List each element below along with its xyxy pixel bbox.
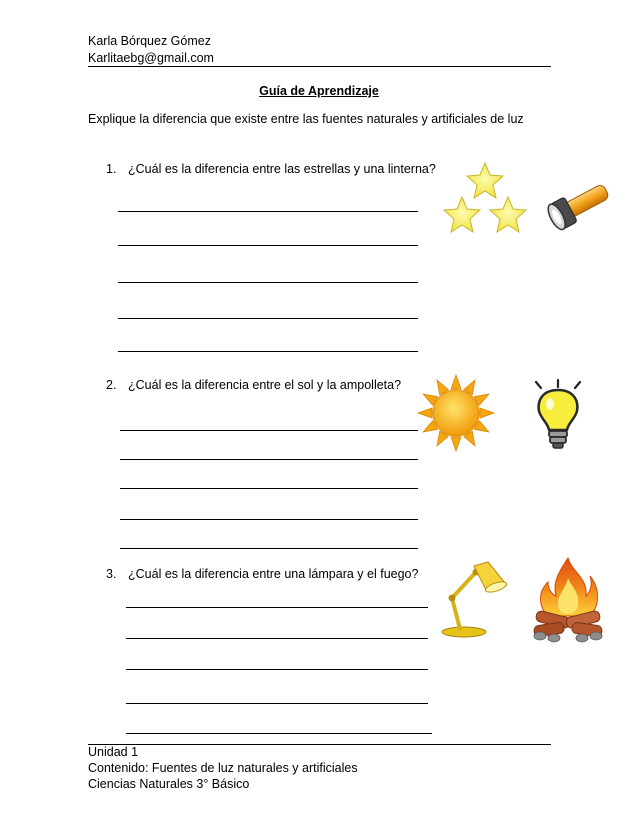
- answer-line[interactable]: [120, 548, 418, 549]
- author-name: Karla Bórquez Gómez: [88, 34, 211, 48]
- question-3-text: ¿Cuál es la diferencia entre una lámpara y el fuego?: [128, 567, 419, 581]
- answer-line[interactable]: [118, 282, 418, 283]
- instruction-text: Explique la diferencia que existe entre las fuentes naturales y artificiales de luz: [88, 112, 524, 126]
- header-divider: [88, 66, 551, 67]
- question-3-number: 3.: [106, 567, 117, 581]
- answer-line[interactable]: [126, 607, 428, 608]
- lightbulb-icon: [528, 378, 588, 454]
- author-email: Karlitaebg@gmail.com: [88, 51, 214, 65]
- footer-unit: Unidad 1: [88, 745, 139, 759]
- answer-line[interactable]: [126, 638, 428, 639]
- desk-lamp-icon: [430, 558, 510, 640]
- answer-line[interactable]: [118, 245, 418, 246]
- answer-line[interactable]: [120, 519, 418, 520]
- page-title: Guía de Aprendizaje: [259, 84, 379, 98]
- stars-icon: [440, 162, 530, 242]
- answer-line[interactable]: [126, 669, 428, 670]
- question-1-text: ¿Cuál es la diferencia entre las estrellas y una linterna?: [128, 162, 436, 176]
- question-2-text: ¿Cuál es la diferencia entre el sol y la ampolleta?: [128, 378, 402, 392]
- answer-line[interactable]: [118, 318, 418, 319]
- question-1-number: 1.: [106, 162, 117, 176]
- footer-subject: Ciencias Naturales 3° Básico: [88, 777, 250, 791]
- answer-line[interactable]: [118, 351, 418, 352]
- campfire-icon: [530, 556, 608, 642]
- sun-icon: [416, 373, 496, 453]
- answer-line[interactable]: [118, 211, 418, 212]
- answer-line[interactable]: [120, 459, 418, 460]
- flashlight-icon: [542, 178, 612, 234]
- answer-line[interactable]: [126, 703, 428, 704]
- answer-line[interactable]: [120, 488, 418, 489]
- footer-divider: [88, 744, 551, 745]
- answer-line[interactable]: [120, 430, 418, 431]
- footer-content: Contenido: Fuentes de luz naturales y artificiales: [88, 761, 358, 775]
- answer-line[interactable]: [126, 733, 432, 734]
- question-2-number: 2.: [106, 378, 117, 392]
